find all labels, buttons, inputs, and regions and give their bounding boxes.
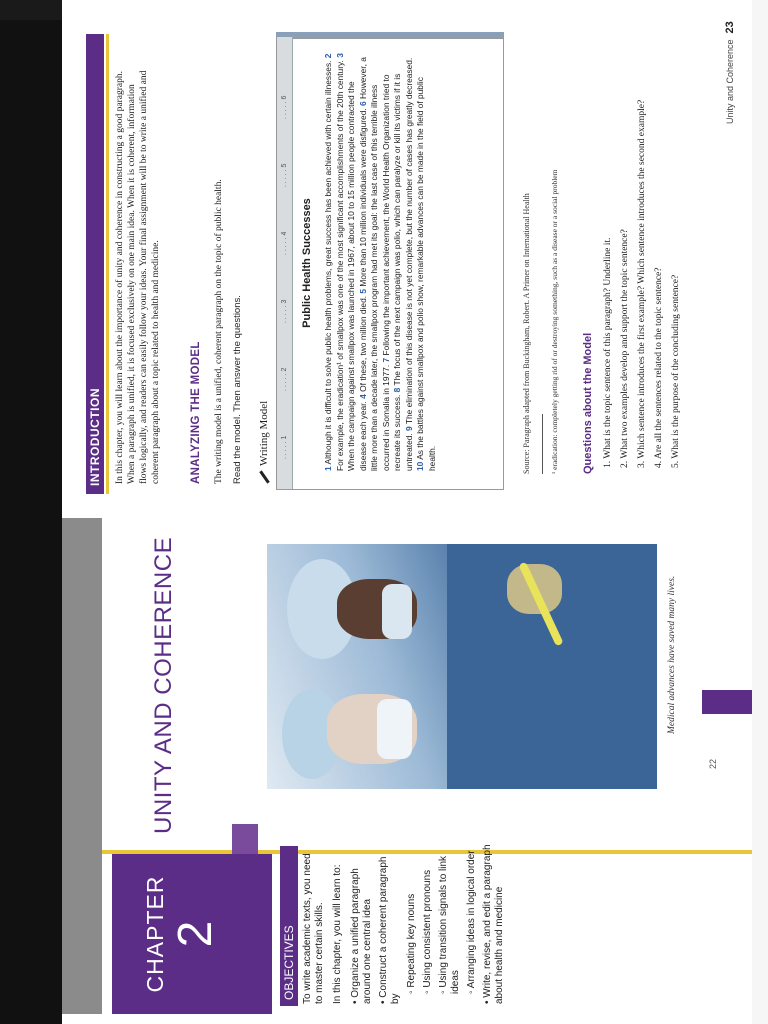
- ruler-mark: . . . . . 6: [281, 95, 288, 119]
- sentence-number: 7: [380, 357, 391, 363]
- writing-model-box: [276, 38, 504, 490]
- accent-block-bottom: [702, 690, 752, 714]
- scan-margin: [752, 0, 768, 1024]
- question-item: 5. What is the purpose of the concluding sentence?: [671, 274, 681, 468]
- sentence-number: 8: [392, 387, 402, 393]
- intro-paragraph: In this chapter, you will learn about the importance of unity and coherence in constructing a good paragraph. When a paragraph is unified, it is focused exclusively on one main idea. When it is coherent, information flows logically, and readers can easily follow your ideas. Your final assignment will be to write a unified and coherent paragraph about a topic related to health and medicine.: [115, 70, 161, 484]
- objective-item: ◦ Using consistent pronouns: [422, 844, 434, 1004]
- questions-heading: Questions about the Model: [582, 332, 594, 474]
- objectives-list: [302, 844, 510, 1004]
- objective-item: • Organize a unified paragraph around one central idea: [350, 844, 374, 1004]
- question-item: 3. Which sentence introduces the first example? Which sentence introduces the second example?: [637, 99, 647, 468]
- scan-edge-top: [0, 0, 62, 20]
- objectives-lead: In this chapter, you will learn to:: [332, 864, 343, 1004]
- model-sentence: More than 10 million individuals were disfigured.: [357, 105, 368, 289]
- header-strip: [62, 518, 102, 1014]
- left-page: [62, 518, 752, 1014]
- chapter-title: UNITY AND COHERENCE: [150, 536, 177, 834]
- model-sentence: When the campaign against smallpox was launched in 1967, about 10 to 15 million people contracted the disease each year.: [346, 81, 368, 471]
- objective-item: ◦ Arranging ideas in logical order: [466, 844, 478, 1004]
- ruler-mark: . . . . . 1: [281, 435, 288, 459]
- objectives-label: OBJECTIVES: [280, 846, 298, 1006]
- objectives-intro: To write academic texts, you need to master certain skills.: [302, 853, 325, 1004]
- scan-edge: [0, 20, 62, 1024]
- sentence-number: 3: [334, 53, 345, 58]
- writing-model-label: [258, 401, 270, 484]
- model-sentence: As the battles against smallpox and polio show, remarkable advances can be made in the field of public health.: [415, 77, 437, 471]
- footer-text: Unity and Coherence: [725, 39, 735, 124]
- accent-block: [232, 824, 258, 854]
- page-number: 23: [724, 21, 736, 34]
- pen-icon: [259, 470, 269, 483]
- objective-item: • Construct a coherent paragraph by: [378, 844, 402, 1004]
- question-item: 2. What two examples develop and support the topic sentence?: [620, 229, 630, 468]
- writing-model-text: Writing Model: [258, 400, 270, 466]
- question-item: 4. Are all the sentences related to the topic sentence?: [654, 267, 664, 468]
- model-sentence: The focus of the next campaign was polio, which can paralyze or kill its victims if it is untreated.: [392, 73, 414, 471]
- model-paragraph: [323, 51, 438, 471]
- sentence-number: 9: [403, 426, 414, 431]
- ruler-mark: . . . . . 2: [281, 367, 288, 391]
- ruler-mark: . . . . . 4: [281, 231, 288, 255]
- model-sentence: Although it is difficult to solve public health problems, great success has been achieved with certain illnesses.: [323, 58, 333, 467]
- objective-item: • Write, revise, and edit a paragraph about health and medicine: [482, 844, 506, 1004]
- questions-list: [602, 38, 687, 468]
- sentence-number: 10: [415, 461, 425, 471]
- footnote: ¹ eradication: completely getting rid of or destroying something, such as a disease or a social problem: [550, 169, 559, 474]
- sentence-number: 5: [357, 288, 368, 294]
- book-spread: [62, 10, 752, 1014]
- question-item: 1. What is the topic sentence of this paragraph? Underline it.: [603, 237, 613, 468]
- objectives-items: [350, 844, 506, 1004]
- model-sentence: Following the important achievement, the World Health Organization tried to recreate its success.: [380, 74, 402, 471]
- model-title: Public Health Successes: [301, 198, 313, 328]
- surgeons-photo: [267, 544, 657, 789]
- chapter-word: CHAPTER: [142, 875, 168, 993]
- sentence-number: 4: [357, 394, 368, 399]
- section-text: The writing model is a unified, coherent paragraph on the topic of public health.: [214, 179, 224, 484]
- footnote-rule: [542, 414, 543, 474]
- objective-item: ◦ Repeating key nouns: [406, 844, 418, 1004]
- sentence-number: 2: [323, 53, 333, 59]
- chapter-badge: [112, 854, 272, 1014]
- sentence-number: 6: [357, 101, 368, 106]
- objective-item: ◦ Using transition signals to link ideas: [438, 844, 462, 1004]
- page-number: 22: [708, 758, 718, 769]
- source-line: Source: Paragraph adapted from Buckingham, Robert. A Primer on International Health: [522, 193, 531, 474]
- model-sentence: However, a little more than a decade later, the smallpox program had met its goal: the last case of this terrible illness occurred in Somalia in 1977.: [357, 57, 391, 471]
- model-sentence: Of these, two million died.: [357, 293, 368, 395]
- section-instruction: Read the model. Then answer the questions.: [232, 295, 243, 484]
- section-heading: ANALYZING THE MODEL: [190, 341, 202, 484]
- sentence-number: 1: [323, 466, 333, 471]
- model-sentence: For example, the eradication¹ of smallpox was one of the most significant accomplishments of the 20th century.: [334, 57, 345, 471]
- intro-label: INTRODUCTION: [88, 388, 102, 486]
- photo-caption: Medical advances have saved many lives.: [667, 575, 677, 734]
- ruler: [277, 37, 293, 489]
- right-page: [62, 10, 752, 504]
- page-footer: [724, 21, 736, 124]
- ruler-mark: . . . . . 5: [281, 163, 288, 187]
- accent-rule: [106, 34, 109, 494]
- ruler-mark: . . . . . 3: [281, 299, 288, 323]
- model-sentence: The elimination of this disease is not yet complete, but the number of cases has greatly decreased.: [403, 57, 414, 427]
- chapter-number: 2: [169, 920, 222, 948]
